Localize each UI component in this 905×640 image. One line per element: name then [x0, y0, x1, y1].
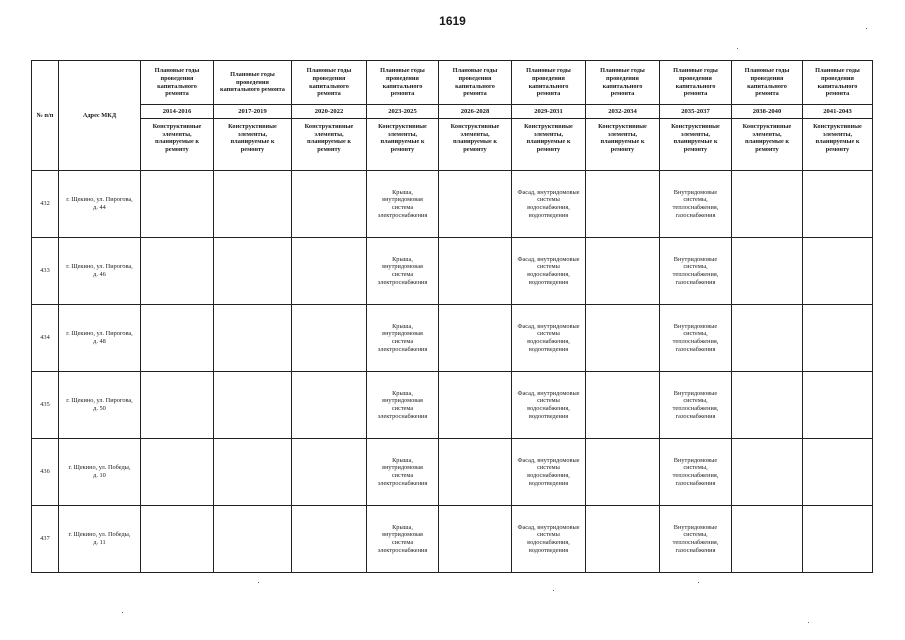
- period-years: 2032-2034: [586, 105, 660, 119]
- period-years: 2026-2028: [439, 105, 512, 119]
- planned-works-cell: [141, 439, 214, 506]
- planned-works-cell: [439, 305, 512, 372]
- planned-works-cell: Крыша, внутридомовая система электроснабжения: [367, 439, 439, 506]
- planned-works-cell: Внутридомовые системы, теплоснабжения, газоснабжения: [660, 305, 732, 372]
- planned-works-cell: [214, 238, 292, 305]
- planned-works-cell: [732, 439, 803, 506]
- planned-works-cell: Крыша, внутридомовая система электроснабжения: [367, 171, 439, 238]
- period-elements-label: Конструктивные элементы, планируемые к ремонту: [732, 119, 803, 171]
- planned-works-cell: [214, 439, 292, 506]
- planned-works-cell: Фасад, внутридомовые системы водоснабжения, водоотведения: [512, 171, 586, 238]
- header-row-titles: [32, 61, 873, 105]
- row-address: г. Щекино, ул. Пирогова, д. 44: [59, 171, 141, 238]
- period-elements-label: Конструктивные элементы, планируемые к ремонту: [803, 119, 873, 171]
- planned-works-cell: [803, 506, 873, 573]
- planned-works-cell: [732, 305, 803, 372]
- planned-works-cell: Фасад, внутридомовые системы водоснабжения, водоотведения: [512, 506, 586, 573]
- row-address: г. Щекино, ул. Пирогова, д. 48: [59, 305, 141, 372]
- planned-works-cell: [292, 439, 367, 506]
- planned-works-cell: Внутридомовые системы, теплоснабжения, газоснабжения: [660, 372, 732, 439]
- planned-works-cell: [803, 238, 873, 305]
- planned-works-cell: [732, 506, 803, 573]
- period-elements-label: Конструктивные элементы, планируемые к ремонту: [292, 119, 367, 171]
- period-title: Плановые годы проведения капитального ремонта: [292, 61, 367, 105]
- planned-works-cell: [586, 506, 660, 573]
- period-years: 2023-2025: [367, 105, 439, 119]
- period-title: Плановые годы проведения капитального ремонта: [367, 61, 439, 105]
- planned-works-cell: [292, 238, 367, 305]
- period-years: 2038-2040: [732, 105, 803, 119]
- planned-works-cell: [292, 372, 367, 439]
- planned-works-cell: [586, 372, 660, 439]
- row-number: 437: [32, 506, 59, 573]
- planned-works-cell: [141, 372, 214, 439]
- planned-works-cell: [439, 171, 512, 238]
- row-address: г. Щекино, ул. Победы, д. 10: [59, 439, 141, 506]
- planned-works-cell: [732, 372, 803, 439]
- planned-works-cell: [214, 171, 292, 238]
- period-elements-label: Конструктивные элементы, планируемые к ремонту: [439, 119, 512, 171]
- planned-works-cell: Крыша, внутридомовая система электроснабжения: [367, 506, 439, 573]
- planned-works-cell: Крыша, внутридомовая система электроснабжения: [367, 238, 439, 305]
- table-row: [32, 171, 873, 238]
- table-row: [32, 439, 873, 506]
- header-row-elements: [32, 119, 873, 171]
- planned-works-cell: [586, 238, 660, 305]
- period-years: 2035-2037: [660, 105, 732, 119]
- planned-works-cell: [732, 238, 803, 305]
- period-years: 2014-2016: [141, 105, 214, 119]
- table-row: [32, 305, 873, 372]
- period-title: Плановые годы проведения капитального ремонта: [586, 61, 660, 105]
- planned-works-cell: Крыша, внутридомовая система электроснабжения: [367, 372, 439, 439]
- period-years: 2041-2043: [803, 105, 873, 119]
- period-years: 2017-2019: [214, 105, 292, 119]
- period-elements-label: Конструктивные элементы, планируемые к ремонту: [141, 119, 214, 171]
- planned-works-cell: Фасад, внутридомовые системы водоснабжения, водоотведения: [512, 439, 586, 506]
- row-number: 435: [32, 372, 59, 439]
- row-address: г. Щекино, ул. Пирогова, д. 50: [59, 372, 141, 439]
- planned-works-cell: [586, 439, 660, 506]
- planned-works-cell: [803, 372, 873, 439]
- planned-works-cell: [214, 305, 292, 372]
- row-number: 434: [32, 305, 59, 372]
- planned-works-cell: Внутридомовые системы, теплоснабжения, газоснабжения: [660, 238, 732, 305]
- planned-works-cell: Крыша, внутридомовая система электроснабжения: [367, 305, 439, 372]
- period-elements-label: Конструктивные элементы, планируемые к ремонту: [367, 119, 439, 171]
- table-row: [32, 506, 873, 573]
- period-title: Плановые годы проведения капитального ремонта: [512, 61, 586, 105]
- planned-works-cell: [214, 506, 292, 573]
- planned-works-cell: [803, 171, 873, 238]
- row-address: г. Щекино, ул. Победы, д. 11: [59, 506, 141, 573]
- period-title: Плановые годы проведения капитального ремонта: [732, 61, 803, 105]
- planned-works-cell: [292, 305, 367, 372]
- planned-works-cell: Фасад, внутридомовые системы водоснабжения, водоотведения: [512, 372, 586, 439]
- period-elements-label: Конструктивные элементы, планируемые к ремонту: [660, 119, 732, 171]
- planned-works-cell: [214, 372, 292, 439]
- planned-works-cell: Фасад, внутридомовые системы водоснабжения, водоотведения: [512, 305, 586, 372]
- planned-works-cell: [586, 171, 660, 238]
- planned-works-cell: [439, 372, 512, 439]
- planned-works-cell: [732, 171, 803, 238]
- period-title: Плановые годы проведения капитального ремонта: [214, 61, 292, 105]
- planned-works-cell: Внутридомовые системы, теплоснабжения, газоснабжения: [660, 171, 732, 238]
- planned-works-cell: [292, 171, 367, 238]
- planned-works-cell: [586, 305, 660, 372]
- planned-works-cell: Фасад, внутридомовые системы водоснабжения, водоотведения: [512, 238, 586, 305]
- capital-repair-table: [31, 60, 873, 573]
- table-row: [32, 372, 873, 439]
- planned-works-cell: Внутридомовые системы, теплоснабжения, газоснабжения: [660, 506, 732, 573]
- header-row-years: [32, 105, 873, 119]
- period-title: Плановые годы проведения капитального ремонта: [660, 61, 732, 105]
- planned-works-cell: [439, 439, 512, 506]
- period-elements-label: Конструктивные элементы, планируемые к ремонту: [586, 119, 660, 171]
- column-header-address: Адрес МКД: [59, 61, 141, 171]
- column-header-number: № п/п: [32, 61, 59, 171]
- period-title: Плановые годы проведения капитального ремонта: [803, 61, 873, 105]
- period-elements-label: Конструктивные элементы, планируемые к ремонту: [512, 119, 586, 171]
- row-address: г. Щекино, ул. Пирогова, д. 46: [59, 238, 141, 305]
- row-number: 433: [32, 238, 59, 305]
- table-row: [32, 238, 873, 305]
- period-title: Плановые годы проведения капитального ремонта: [141, 61, 214, 105]
- planned-works-cell: [141, 171, 214, 238]
- row-number: 436: [32, 439, 59, 506]
- planned-works-cell: [292, 506, 367, 573]
- period-years: 2020-2022: [292, 105, 367, 119]
- planned-works-cell: [141, 238, 214, 305]
- row-number: 432: [32, 171, 59, 238]
- planned-works-cell: Внутридомовые системы, теплоснабжения, газоснабжения: [660, 439, 732, 506]
- period-elements-label: Конструктивные элементы, планируемые к ремонту: [214, 119, 292, 171]
- planned-works-cell: [439, 506, 512, 573]
- period-years: 2029-2031: [512, 105, 586, 119]
- planned-works-cell: [141, 506, 214, 573]
- page-number: 1619: [439, 14, 466, 28]
- planned-works-cell: [141, 305, 214, 372]
- planned-works-cell: [803, 439, 873, 506]
- planned-works-cell: [803, 305, 873, 372]
- planned-works-cell: [439, 238, 512, 305]
- period-title: Плановые годы проведения капитального ремонта: [439, 61, 512, 105]
